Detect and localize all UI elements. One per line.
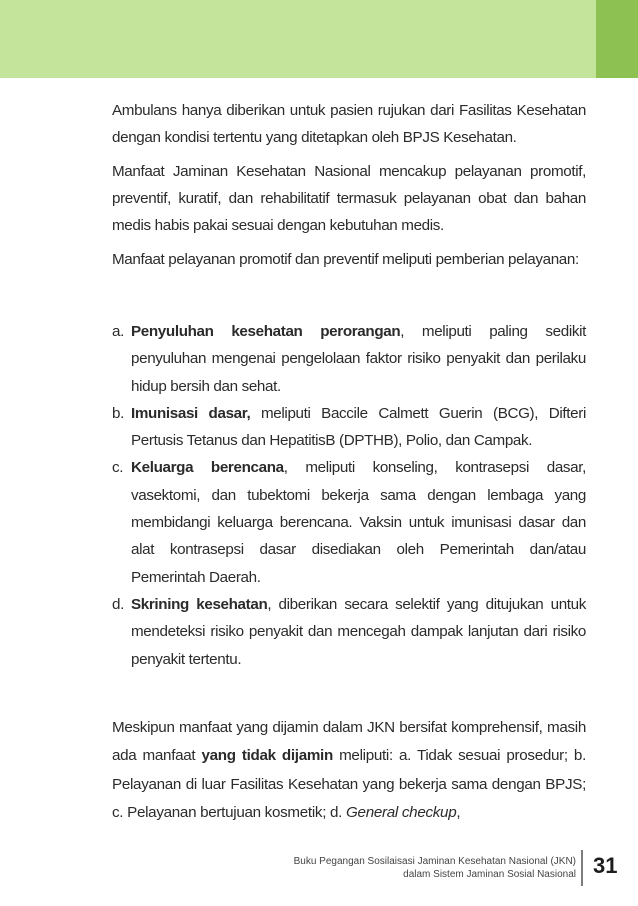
footer-divider — [581, 850, 583, 886]
paragraph-ambulance: Ambulans hanya diberikan untuk pasien rujukan dari Fasilitas Kesehatan dengan kondisi tertentu yang ditetapkan oleh BPJS Kesehatan. — [112, 102, 586, 146]
closing-text: Meskipun manfaat yang dijamin dalam JKN bersifat komprehensif, masih ada manfaat — [112, 719, 586, 765]
list-marker: b. — [112, 404, 124, 422]
closing-italic-text: General checkup — [346, 804, 457, 822]
list-marker: d. — [112, 595, 124, 613]
list-item — [112, 318, 586, 400]
closing-text: , — [456, 804, 461, 822]
header-tab-accent — [596, 0, 638, 78]
list-item — [112, 400, 586, 455]
list-term: Penyuluhan kesehatan perorangan — [131, 323, 401, 340]
intro-paragraphs — [112, 97, 586, 280]
list-text: meliputi Baccile Calmett Guerin (BCG), Difteri Pertusis Tetanus dan HepatitisB (DPTHB), Polio, dan Campak. — [131, 404, 586, 450]
list-item — [112, 454, 586, 590]
paragraph-promotive: Manfaat pelayanan promotif dan preventif meliputi pemberian pelayanan: — [112, 251, 579, 268]
page-number: 31 — [593, 853, 618, 878]
closing-text: meliputi: a. Tidak sesuai prosedur; b. Pelayanan di luar Fasilitas Kesehatan yang bekerja sama dengan BPJS; c. Pelayanan bertujuan kosmetik; d. — [112, 747, 586, 822]
footer-line-1: Buku Pegangan Sosilaisasi Jaminan Kesehatan Nasional (JKN) — [293, 856, 576, 867]
list-text: , diberikan secara selektif yang ditujukan untuk mendeteksi risiko penyakit dan mencegah dampak lanjutan dari risiko penyakit tertentu. — [131, 595, 586, 668]
list-term: Skrining kesehatan — [131, 595, 268, 613]
paragraph-benefits: Manfaat Jaminan Kesehatan Nasional mencakup pelayanan promotif, preventif, kuratif, dan rehabilitatif termasuk pelayanan obat dan bahan medis habis pakai sesuai dengan kebutuhan medis. — [112, 163, 586, 234]
footer-line-2: dalam Sistem Jaminan Sosial Nasional — [403, 869, 576, 880]
list-marker: a. — [112, 323, 124, 340]
list-term: Keluarga berencana — [131, 459, 284, 477]
list-text: , meliputi konseling, kontrasepsi dasar, vasektomi, dan tubektomi bekerja sama dengan lembaga yang membidangi keluarga berencana. Vaksin untuk imunisasi dasar dan alat kontrasepsi dasar disediakan oleh Pemerintah dan/atau Pemerintah Daerah. — [131, 459, 587, 586]
list-text: , meliputi paling sedikit penyuluhan mengenai pengelolaan faktor risiko penyakit dan perilaku hidup bersih dan sehat. — [131, 323, 586, 395]
closing-bold-text: yang tidak dijamin — [201, 747, 333, 765]
list-item — [112, 591, 586, 673]
header-band — [0, 0, 638, 78]
closing-paragraph — [112, 714, 586, 827]
footer-caption — [294, 855, 576, 881]
service-list — [112, 318, 586, 673]
list-marker: c. — [112, 459, 124, 477]
list-term: Imunisasi dasar, — [131, 404, 251, 422]
